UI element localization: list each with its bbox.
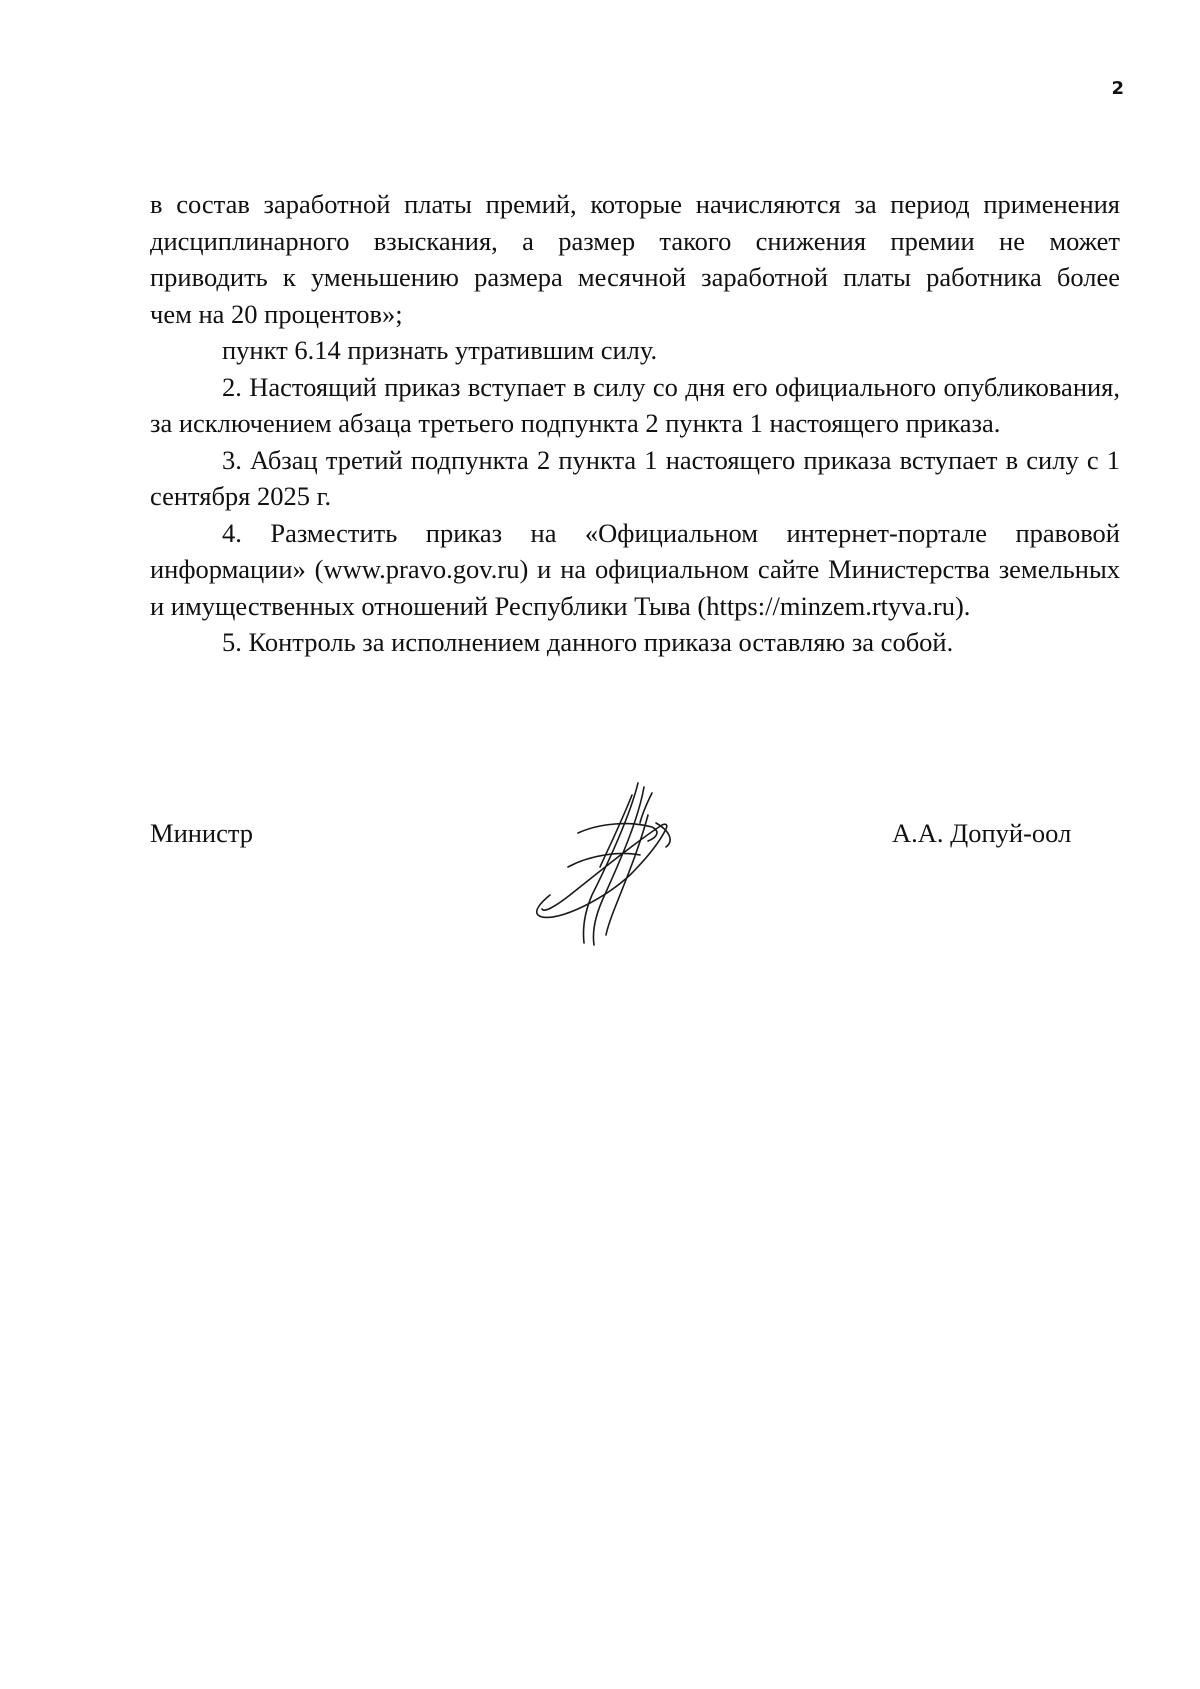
handwritten-signature-icon [520,775,680,950]
signer-name: А.А. Допуй-оол [892,818,1072,848]
paragraph-continuation [150,186,1120,332]
paragraph-item-6-14: пункт 6.14 признать утратившим силу. [222,335,658,365]
text-line: чем на 20 процентов»; [150,298,403,329]
text-line: приводить к уменьшению размера месячной заработной платы работника более [150,262,1120,292]
page-number: 2 [1111,78,1124,99]
text-line: дисциплинарного взыскания, а размер такого снижения премии не может [150,225,1120,256]
document-body [150,186,1120,661]
paragraph-item-5: 5. Контроль за исполнением данного приказа оставляю за собой. [222,627,954,657]
paragraph-item-4: 4. Разместить приказ на «Официальном интернет-портале правовой информации» (www.pravo.gov.ru) и на официальном сайте Министерства земельных и имущественных отношений Республики Тыва (https://minzem.rtyva.ru). [150,517,1120,621]
signer-position: Министр [150,818,254,848]
text-line: в состав заработной платы премий, которые начисляются за период применения [150,189,1120,219]
paragraph-item-2: 2. Настоящий приказ вступает в силу со дня его официального опубликования, за исключением абзаца третьего подпункта 2 пункта 1 настоящего приказа. [150,371,1120,438]
paragraph-item-3: 3. Абзац третий подпункта 2 пункта 1 настоящего приказа вступает в силу с 1 сентября 2025 г. [150,444,1120,511]
